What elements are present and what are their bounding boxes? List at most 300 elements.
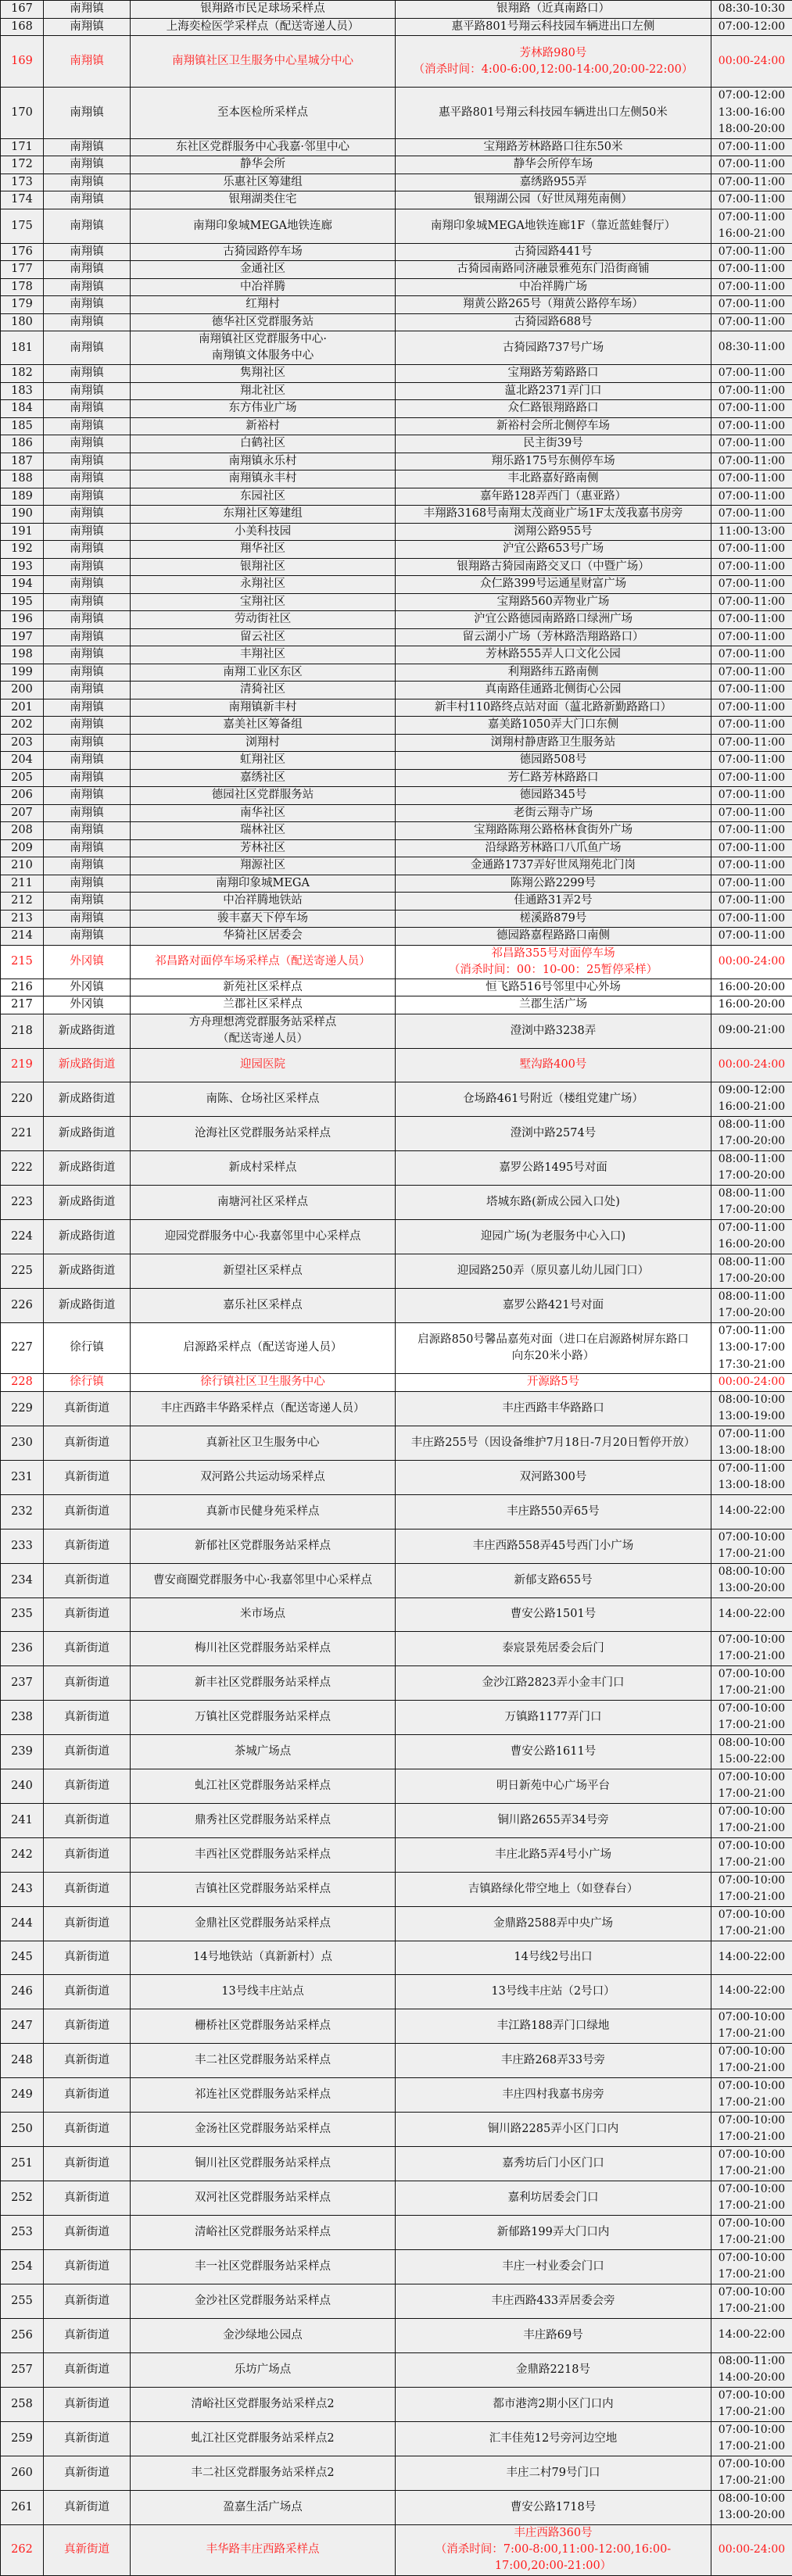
site-name-cell bbox=[131, 400, 396, 418]
table-row bbox=[1, 382, 792, 400]
row-number: 218 bbox=[1, 1014, 44, 1048]
time-slot: 07:00-11:00 bbox=[713, 735, 790, 752]
site-name-line: 14号地铁站（真新新村）点 bbox=[132, 1949, 393, 1966]
site-name-cell bbox=[131, 36, 396, 88]
address-line: 丰庄北路5弄4号小广场 bbox=[397, 1847, 709, 1863]
time-slot: 14:00-22:00 bbox=[713, 2327, 790, 2344]
address-cell bbox=[396, 910, 711, 928]
row-number: 228 bbox=[1, 1374, 44, 1392]
hours-cell bbox=[711, 243, 792, 261]
site-name-line: 银翔社区 bbox=[132, 559, 393, 575]
time-slot: 14:00-22:00 bbox=[713, 1606, 790, 1623]
address-cell bbox=[396, 1734, 711, 1769]
address-cell bbox=[396, 717, 711, 735]
time-slot: 07:00-10:00 bbox=[713, 1666, 790, 1683]
table-row bbox=[1, 88, 792, 139]
address-cell bbox=[396, 1906, 711, 1941]
town-cell: 南翔镇 bbox=[44, 453, 131, 470]
hours-cell bbox=[711, 1665, 792, 1700]
town-cell: 南翔镇 bbox=[44, 804, 131, 822]
site-name-line: 新裕村 bbox=[132, 418, 393, 435]
site-name-cell bbox=[131, 174, 396, 191]
time-slot: 07:00-11:00 bbox=[713, 435, 790, 453]
town-cell: 南翔镇 bbox=[44, 174, 131, 191]
row-number: 255 bbox=[1, 2284, 44, 2318]
site-name-line: 南翔印象城MEGA bbox=[132, 875, 393, 892]
town-cell: 真新街道 bbox=[44, 1563, 131, 1597]
time-slot: 17:00-21:00 bbox=[713, 2267, 790, 2284]
row-number: 245 bbox=[1, 1941, 44, 1974]
table-row bbox=[1, 875, 792, 893]
town-cell: 真新街道 bbox=[44, 1631, 131, 1665]
address-line: （消杀时间：00：10-00：25暂停采样） bbox=[397, 962, 709, 979]
site-name-line: 新望社区采样点 bbox=[132, 1263, 393, 1279]
address-line: 丰庄二村79号门口 bbox=[397, 2465, 709, 2481]
hours-cell bbox=[711, 209, 792, 243]
row-number: 210 bbox=[1, 857, 44, 875]
site-name-cell bbox=[131, 2043, 396, 2077]
site-name-line: 清峪社区党群服务站采样点2 bbox=[132, 2396, 393, 2413]
site-name-cell bbox=[131, 682, 396, 699]
row-number: 199 bbox=[1, 664, 44, 682]
row-number: 186 bbox=[1, 435, 44, 453]
site-name-cell bbox=[131, 611, 396, 629]
time-slot: 00:00-24:00 bbox=[713, 1057, 790, 1074]
town-cell: 南翔镇 bbox=[44, 88, 131, 139]
site-name-cell bbox=[131, 1322, 396, 1374]
row-number: 198 bbox=[1, 646, 44, 664]
row-number: 219 bbox=[1, 1048, 44, 1082]
hours-cell bbox=[711, 1941, 792, 1974]
address-cell bbox=[396, 664, 711, 682]
table-row bbox=[1, 1974, 792, 2009]
hours-cell bbox=[711, 611, 792, 629]
time-slot: 13:00-19:00 bbox=[713, 1408, 790, 1426]
address-line: 迎园广场(为老服务中心入口) bbox=[397, 1229, 709, 1245]
site-name-line: 丰二社区党群服务站采样点 bbox=[132, 2052, 393, 2069]
row-number: 201 bbox=[1, 699, 44, 717]
time-slot: 07:00-11:00 bbox=[713, 1426, 790, 1444]
row-number: 190 bbox=[1, 506, 44, 524]
address-line: 古猗园路737号广场 bbox=[397, 340, 709, 356]
site-name-cell bbox=[131, 1048, 396, 1082]
table-row bbox=[1, 278, 792, 296]
row-number: 232 bbox=[1, 1494, 44, 1529]
site-name-cell bbox=[131, 523, 396, 541]
site-name-line: 新郁社区党群服务站采样点 bbox=[132, 1538, 393, 1555]
hours-cell bbox=[711, 313, 792, 331]
row-number: 222 bbox=[1, 1150, 44, 1185]
time-slot: 17:30-21:00 bbox=[713, 1357, 790, 1374]
row-number: 230 bbox=[1, 1426, 44, 1460]
address-cell bbox=[396, 138, 711, 156]
site-name-cell bbox=[131, 435, 396, 453]
time-slot: 07:00-11:00 bbox=[713, 822, 790, 839]
address-line: 银翔路古猗园南路交叉口（中暨广场） bbox=[397, 559, 709, 575]
hours-cell bbox=[711, 18, 792, 36]
time-slot: 07:00-10:00 bbox=[713, 1907, 790, 1924]
address-line: 丰庄西路433弄居委会旁 bbox=[397, 2293, 709, 2309]
row-number: 225 bbox=[1, 1254, 44, 1288]
table-row bbox=[1, 1374, 792, 1392]
address-cell bbox=[396, 296, 711, 314]
address-cell bbox=[396, 2215, 711, 2249]
time-slot: 07:00-11:00 bbox=[713, 752, 790, 769]
town-cell: 外冈镇 bbox=[44, 979, 131, 996]
site-name-line: 劳动街社区 bbox=[132, 611, 393, 628]
hours-cell bbox=[711, 331, 792, 365]
table-row bbox=[1, 979, 792, 996]
time-slot: 07:00-11:00 bbox=[713, 314, 790, 331]
town-cell: 南翔镇 bbox=[44, 382, 131, 400]
address-cell bbox=[396, 1631, 711, 1665]
town-cell: 真新街道 bbox=[44, 2387, 131, 2421]
time-slot: 07:00-10:00 bbox=[713, 2147, 790, 2164]
hours-cell bbox=[711, 1631, 792, 1665]
time-slot: 07:00-11:00 bbox=[713, 470, 790, 488]
table-row bbox=[1, 1631, 792, 1665]
row-number: 209 bbox=[1, 839, 44, 857]
time-slot: 08:00-11:00 bbox=[713, 1289, 790, 1306]
site-name-line: 丰西社区党群服务站采样点 bbox=[132, 1847, 393, 1863]
town-cell: 南翔镇 bbox=[44, 400, 131, 418]
table-row bbox=[1, 191, 792, 209]
address-line: 德园路508号 bbox=[397, 752, 709, 768]
table-row bbox=[1, 593, 792, 611]
address-cell bbox=[396, 400, 711, 418]
address-cell bbox=[396, 2387, 711, 2421]
town-cell: 南翔镇 bbox=[44, 717, 131, 735]
site-name-line: 金通社区 bbox=[132, 261, 393, 277]
hours-cell bbox=[711, 769, 792, 787]
table-row bbox=[1, 1872, 792, 1906]
row-number: 239 bbox=[1, 1734, 44, 1769]
address-line: 万镇路1177弄门口 bbox=[397, 1709, 709, 1726]
town-cell: 新成路街道 bbox=[44, 1150, 131, 1185]
table-row bbox=[1, 506, 792, 524]
row-number: 171 bbox=[1, 138, 44, 156]
table-row bbox=[1, 699, 792, 717]
site-name-line: 方舟理想湾党群服务站采样点 bbox=[132, 1014, 393, 1031]
town-cell: 南翔镇 bbox=[44, 734, 131, 752]
row-number: 224 bbox=[1, 1219, 44, 1254]
site-name-line: 丰翔社区 bbox=[132, 646, 393, 663]
table-row bbox=[1, 1288, 792, 1322]
time-slot: 17:00-21:00 bbox=[713, 1786, 790, 1803]
site-name-line: 乐坊广场点 bbox=[132, 2362, 393, 2378]
time-slot: 07:00-10:00 bbox=[713, 2044, 790, 2061]
address-cell bbox=[396, 1374, 711, 1392]
address-line: 宝翔路560弄物业广场 bbox=[397, 594, 709, 610]
table-row bbox=[1, 1048, 792, 1082]
address-cell bbox=[396, 893, 711, 911]
address-line: 民主街39号 bbox=[397, 435, 709, 452]
address-line: 众仁路399号运通星财富广场 bbox=[397, 576, 709, 592]
time-slot: 07:00-11:00 bbox=[713, 174, 790, 191]
hours-cell bbox=[711, 2249, 792, 2284]
hours-cell bbox=[711, 2284, 792, 2318]
row-number: 215 bbox=[1, 945, 44, 979]
table-row bbox=[1, 435, 792, 453]
site-name-line: 南翔镇社区卫生服务中心星城分中心 bbox=[132, 53, 393, 70]
address-cell bbox=[396, 2284, 711, 2318]
town-cell: 真新街道 bbox=[44, 1426, 131, 1460]
site-name-cell bbox=[131, 506, 396, 524]
address-line: 曹安公路1611号 bbox=[397, 1744, 709, 1760]
row-number: 211 bbox=[1, 875, 44, 893]
address-line: 曹安公路1501号 bbox=[397, 1606, 709, 1623]
row-number: 240 bbox=[1, 1769, 44, 1803]
site-name-line: 双河路公共运动场采样点 bbox=[132, 1469, 393, 1486]
site-name-line: 宝翔社区 bbox=[132, 594, 393, 610]
town-cell: 外冈镇 bbox=[44, 945, 131, 979]
row-number: 259 bbox=[1, 2421, 44, 2456]
site-name-line: 虹翔社区 bbox=[132, 752, 393, 768]
table-row bbox=[1, 1322, 792, 1374]
town-cell: 南翔镇 bbox=[44, 857, 131, 875]
address-line: 利翔路纬五路南侧 bbox=[397, 664, 709, 681]
address-cell bbox=[396, 979, 711, 996]
site-name-cell bbox=[131, 156, 396, 174]
table-row bbox=[1, 717, 792, 735]
site-name-line: 金汤社区党群服务站采样点 bbox=[132, 2121, 393, 2138]
address-line: 丰庄西路360号 bbox=[397, 2525, 709, 2542]
time-slot: 07:00-12:00 bbox=[713, 88, 790, 105]
row-number: 208 bbox=[1, 822, 44, 840]
town-cell: 南翔镇 bbox=[44, 839, 131, 857]
address-line: 浏翔村静唐路卫生服务站 bbox=[397, 735, 709, 751]
time-slot: 07:00-10:00 bbox=[713, 1632, 790, 1649]
town-cell: 真新街道 bbox=[44, 1494, 131, 1529]
address-cell bbox=[396, 945, 711, 979]
row-number: 261 bbox=[1, 2490, 44, 2524]
row-number: 258 bbox=[1, 2387, 44, 2421]
town-cell: 真新街道 bbox=[44, 1803, 131, 1837]
site-name-cell bbox=[131, 365, 396, 383]
address-line: 泰宸景苑居委会后门 bbox=[397, 1640, 709, 1657]
address-cell bbox=[396, 1563, 711, 1597]
address-cell bbox=[396, 1974, 711, 2009]
hours-cell bbox=[711, 734, 792, 752]
site-name-cell bbox=[131, 1700, 396, 1734]
row-number: 257 bbox=[1, 2352, 44, 2387]
town-cell: 南翔镇 bbox=[44, 646, 131, 664]
town-cell: 真新街道 bbox=[44, 2284, 131, 2318]
row-number: 252 bbox=[1, 2181, 44, 2215]
site-name-cell bbox=[131, 2215, 396, 2249]
time-slot: 00:00-24:00 bbox=[713, 53, 790, 70]
town-cell: 南翔镇 bbox=[44, 331, 131, 365]
address-cell bbox=[396, 769, 711, 787]
row-number: 168 bbox=[1, 18, 44, 36]
site-name-cell bbox=[131, 382, 396, 400]
time-slot: 07:00-10:00 bbox=[713, 2250, 790, 2267]
table-row bbox=[1, 611, 792, 629]
hours-cell bbox=[711, 1219, 792, 1254]
address-cell bbox=[396, 1150, 711, 1185]
town-cell: 真新街道 bbox=[44, 2077, 131, 2112]
address-line: 丰江路188弄门口绿地 bbox=[397, 2018, 709, 2034]
table-row bbox=[1, 541, 792, 559]
site-name-cell bbox=[131, 278, 396, 296]
hours-cell bbox=[711, 523, 792, 541]
address-cell bbox=[396, 2456, 711, 2490]
hours-cell bbox=[711, 910, 792, 928]
time-slot: 07:00-11:00 bbox=[713, 296, 790, 313]
table-row bbox=[1, 1460, 792, 1494]
town-cell: 新成路街道 bbox=[44, 1048, 131, 1082]
time-slot: 14:00-22:00 bbox=[713, 1983, 790, 2000]
site-name-line: 南翔镇永丰村 bbox=[132, 470, 393, 487]
site-name-line: 至本医检所采样点 bbox=[132, 105, 393, 121]
site-name-line: 翔源社区 bbox=[132, 857, 393, 874]
address-cell bbox=[396, 1391, 711, 1426]
town-cell: 南翔镇 bbox=[44, 191, 131, 209]
address-line: 恒飞路516号邻里中心外场 bbox=[397, 979, 709, 996]
time-slot: 08:00-11:00 bbox=[713, 1151, 790, 1168]
address-cell bbox=[396, 278, 711, 296]
address-line: 开源路5号 bbox=[397, 1374, 709, 1390]
hours-cell bbox=[711, 1116, 792, 1150]
time-slot: 17:00-20:00 bbox=[713, 1133, 790, 1150]
time-slot: 07:00-11:00 bbox=[713, 717, 790, 734]
row-number: 214 bbox=[1, 928, 44, 946]
site-name-line: 丰庄西路丰华路采样点（配送寄递人员） bbox=[132, 1401, 393, 1417]
site-name-line: （配送寄递人员） bbox=[132, 1031, 393, 1047]
time-slot: 07:00-11:00 bbox=[713, 156, 790, 174]
town-cell: 真新街道 bbox=[44, 2352, 131, 2387]
site-name-line: 吉镇社区党群服务站采样点 bbox=[132, 1881, 393, 1898]
town-cell: 南翔镇 bbox=[44, 910, 131, 928]
row-number: 241 bbox=[1, 1803, 44, 1837]
hours-cell bbox=[711, 470, 792, 488]
town-cell: 真新街道 bbox=[44, 1837, 131, 1872]
address-cell bbox=[396, 593, 711, 611]
row-number: 229 bbox=[1, 1391, 44, 1426]
address-cell bbox=[396, 417, 711, 435]
town-cell: 南翔镇 bbox=[44, 893, 131, 911]
site-name-line: 静华会所 bbox=[132, 156, 393, 173]
address-line: 金鼎路2588弄中央广场 bbox=[397, 1916, 709, 1932]
site-name-cell bbox=[131, 857, 396, 875]
town-cell: 真新街道 bbox=[44, 1665, 131, 1700]
row-number: 260 bbox=[1, 2456, 44, 2490]
hours-cell bbox=[711, 36, 792, 88]
address-line: 翔乐路175号东侧停车场 bbox=[397, 453, 709, 470]
time-slot: 13:00-18:00 bbox=[713, 1477, 790, 1494]
table-row bbox=[1, 1185, 792, 1219]
site-name-cell bbox=[131, 1872, 396, 1906]
row-number: 170 bbox=[1, 88, 44, 139]
time-slot: 07:00-11:00 bbox=[713, 559, 790, 576]
table-row bbox=[1, 1426, 792, 1460]
time-slot: 13:00-17:00 bbox=[713, 1340, 790, 1357]
time-slot: 07:00-11:00 bbox=[713, 209, 790, 227]
site-name-cell bbox=[131, 593, 396, 611]
row-number: 212 bbox=[1, 893, 44, 911]
row-number: 227 bbox=[1, 1322, 44, 1374]
address-cell bbox=[396, 2009, 711, 2043]
row-number: 203 bbox=[1, 734, 44, 752]
address-cell bbox=[396, 2352, 711, 2387]
table-row bbox=[1, 1837, 792, 1872]
town-cell: 真新街道 bbox=[44, 1391, 131, 1426]
time-slot: 13:00-18:00 bbox=[713, 1443, 790, 1460]
row-number: 176 bbox=[1, 243, 44, 261]
table-row bbox=[1, 470, 792, 488]
address-line: 丰庄路268弄33号旁 bbox=[397, 2052, 709, 2069]
hours-cell bbox=[711, 1185, 792, 1219]
site-name-cell bbox=[131, 717, 396, 735]
time-slot: 07:00-11:00 bbox=[713, 682, 790, 699]
row-number: 197 bbox=[1, 628, 44, 646]
hours-cell bbox=[711, 857, 792, 875]
address-line: 德园路嘉程路路口南侧 bbox=[397, 928, 709, 944]
site-name-line: 清猗社区 bbox=[132, 682, 393, 698]
table-row bbox=[1, 261, 792, 279]
site-name-cell bbox=[131, 88, 396, 139]
table-row bbox=[1, 2421, 792, 2456]
time-slot: 17:00-21:00 bbox=[713, 1820, 790, 1837]
site-name-line: 中冶祥腾地铁站 bbox=[132, 893, 393, 909]
hours-cell bbox=[711, 1374, 792, 1392]
address-cell bbox=[396, 857, 711, 875]
address-cell bbox=[396, 699, 711, 717]
site-name-cell bbox=[131, 2284, 396, 2318]
time-slot: 16:00-21:00 bbox=[713, 226, 790, 243]
town-cell: 真新街道 bbox=[44, 2215, 131, 2249]
time-slot: 07:00-11:00 bbox=[713, 488, 790, 506]
address-line: 澄浏中路2574号 bbox=[397, 1125, 709, 1142]
table-row bbox=[1, 628, 792, 646]
address-cell bbox=[396, 875, 711, 893]
town-cell: 真新街道 bbox=[44, 2421, 131, 2456]
address-cell bbox=[396, 1288, 711, 1322]
town-cell: 南翔镇 bbox=[44, 156, 131, 174]
address-cell bbox=[396, 1460, 711, 1494]
time-slot: 07:00-11:00 bbox=[713, 664, 790, 682]
site-name-cell bbox=[131, 1219, 396, 1254]
time-slot: 17:00-21:00 bbox=[713, 2095, 790, 2112]
address-line: 丰北路嘉好路南侧 bbox=[397, 470, 709, 487]
row-number: 204 bbox=[1, 752, 44, 770]
town-cell: 真新街道 bbox=[44, 1941, 131, 1974]
time-slot: 07:00-11:00 bbox=[713, 875, 790, 893]
row-number: 189 bbox=[1, 488, 44, 506]
row-number: 236 bbox=[1, 1631, 44, 1665]
time-slot: 00:00-24:00 bbox=[713, 2542, 790, 2559]
address-cell bbox=[396, 928, 711, 946]
time-slot: 07:00-11:00 bbox=[713, 244, 790, 261]
time-slot: 17:00-21:00 bbox=[713, 1923, 790, 1941]
town-cell: 南翔镇 bbox=[44, 435, 131, 453]
hours-cell bbox=[711, 2456, 792, 2490]
site-name-cell bbox=[131, 979, 396, 996]
site-name-cell bbox=[131, 296, 396, 314]
town-cell: 真新街道 bbox=[44, 1872, 131, 1906]
site-name-cell bbox=[131, 734, 396, 752]
address-cell bbox=[396, 382, 711, 400]
site-name-line: 祁连社区党群服务站采样点 bbox=[132, 2087, 393, 2103]
address-line: 宝翔路芳菊路路口 bbox=[397, 365, 709, 381]
address-cell bbox=[396, 191, 711, 209]
row-number: 220 bbox=[1, 1082, 44, 1116]
table-row bbox=[1, 2490, 792, 2524]
time-slot: 09:00-21:00 bbox=[713, 1022, 790, 1039]
site-name-cell bbox=[131, 1769, 396, 1803]
site-name-line: 金鼎社区党群服务站采样点 bbox=[132, 1916, 393, 1932]
town-cell: 真新街道 bbox=[44, 2456, 131, 2490]
